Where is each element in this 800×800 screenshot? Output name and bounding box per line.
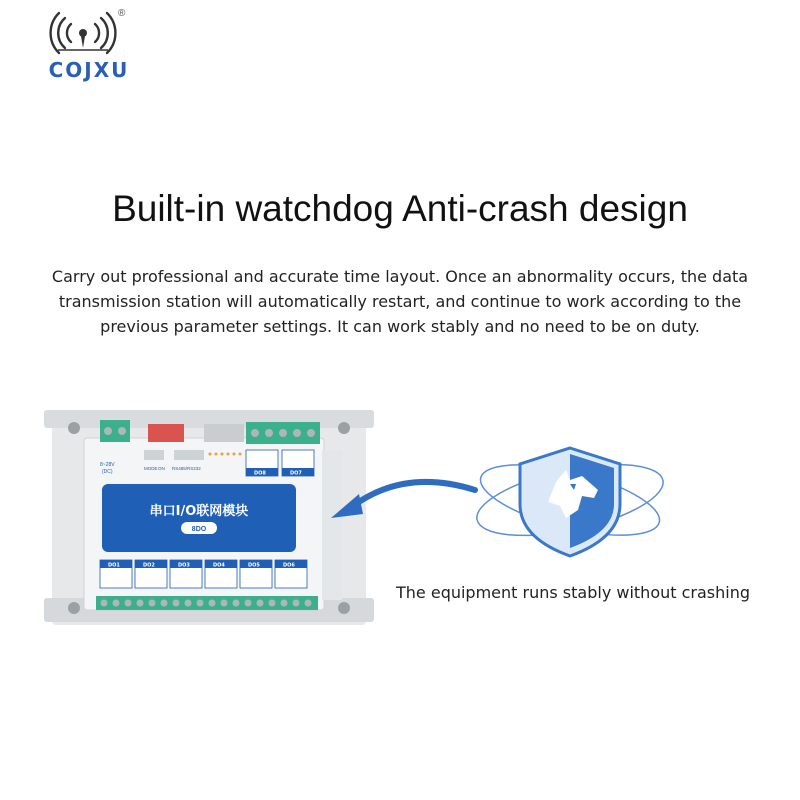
on-label: ON	[158, 466, 165, 471]
brand-logo	[34, 8, 144, 88]
brand-name: COJXU	[48, 58, 130, 82]
wifi-signal-icon	[48, 8, 118, 58]
arrow-left-icon	[325, 470, 485, 530]
output-label-2: DO3	[178, 562, 190, 569]
output-label-top-0: DO8	[254, 470, 266, 477]
output-label-4: DO5	[248, 562, 260, 569]
description-text: Carry out professional and accurate time layout. Once an abnormality occurs, the data transmission station will automatically restart, and continue to work according to the previous parameter settings. It can work stably and no need to be on duty.	[51, 267, 749, 336]
watchdog-shield-icon	[470, 440, 670, 570]
caption-text: The equipment runs stably without crashing	[396, 583, 750, 602]
power-label: 8~28V	[100, 462, 115, 468]
output-label-5: DO6	[283, 562, 295, 569]
output-label-1: DO2	[143, 562, 155, 569]
page-title: Built-in watchdog Anti-crash design	[112, 188, 688, 229]
registered-mark: ®	[118, 8, 126, 19]
power-sub: (DC)	[102, 469, 113, 475]
panel-title: 串口I/O联网模块	[149, 504, 249, 519]
panel-sub: 8DO	[191, 526, 207, 533]
output-label-top-1: DO7	[290, 470, 302, 477]
rs-label: RS485/RS232	[172, 466, 201, 471]
output-label-0: DO1	[108, 562, 120, 569]
mode-label: MODE	[144, 466, 158, 471]
output-label-3: DO4	[213, 562, 225, 569]
